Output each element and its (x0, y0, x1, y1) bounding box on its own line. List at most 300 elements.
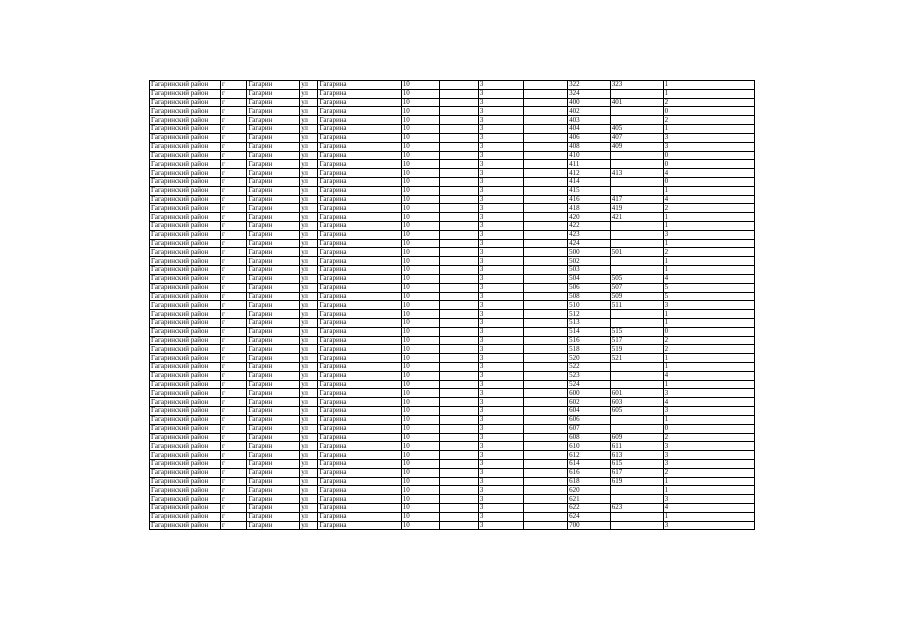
cell-apartment: 618 (568, 477, 611, 486)
cell-building (440, 107, 479, 116)
cell-apartment: 415 (568, 186, 611, 195)
cell-street: Гагарина (318, 292, 401, 301)
cell-apartment-2: 623 (610, 504, 663, 513)
cell-district: Гагаринский район (150, 424, 221, 433)
cell-street-type: ул (300, 116, 318, 125)
table-row (150, 415, 755, 424)
cell-count: 1 (663, 125, 754, 134)
cell-count: 2 (663, 204, 754, 213)
table-row (150, 301, 755, 310)
cell-count: 1 (663, 266, 754, 275)
cell-apartment: 504 (568, 274, 611, 283)
data-table (149, 80, 755, 530)
cell-street-type: ул (300, 354, 318, 363)
cell-locality: Гагарин (247, 345, 300, 354)
table-row (150, 486, 755, 495)
cell-extra (523, 195, 568, 204)
cell-entrance: 3 (478, 177, 523, 186)
cell-locality-type: г (221, 160, 247, 169)
cell-entrance: 3 (478, 142, 523, 151)
cell-count: 2 (663, 433, 754, 442)
cell-district: Гагаринский район (150, 98, 221, 107)
cell-district: Гагаринский район (150, 327, 221, 336)
cell-house: 10 (401, 89, 440, 98)
cell-apartment-2: 507 (610, 283, 663, 292)
table-row (150, 89, 755, 98)
table-row (150, 266, 755, 275)
cell-street: Гагарина (318, 125, 401, 134)
table-row (150, 345, 755, 354)
cell-apartment: 420 (568, 213, 611, 222)
cell-entrance: 3 (478, 318, 523, 327)
cell-count: 1 (663, 477, 754, 486)
cell-locality-type: г (221, 204, 247, 213)
cell-entrance: 3 (478, 186, 523, 195)
cell-locality-type: г (221, 107, 247, 116)
cell-house: 10 (401, 318, 440, 327)
cell-street-type: ул (300, 98, 318, 107)
cell-building (440, 248, 479, 257)
cell-building (440, 151, 479, 160)
cell-building (440, 363, 479, 372)
cell-apartment: 616 (568, 468, 611, 477)
cell-district: Гагаринский район (150, 89, 221, 98)
table-row (150, 451, 755, 460)
cell-apartment-2: 421 (610, 213, 663, 222)
table-row (150, 204, 755, 213)
cell-district: Гагаринский район (150, 222, 221, 231)
cell-building (440, 133, 479, 142)
cell-apartment-2: 511 (610, 301, 663, 310)
cell-district: Гагаринский район (150, 495, 221, 504)
cell-extra (523, 433, 568, 442)
cell-extra (523, 371, 568, 380)
cell-extra (523, 107, 568, 116)
cell-street: Гагарина (318, 504, 401, 513)
cell-entrance: 3 (478, 486, 523, 495)
cell-building (440, 310, 479, 319)
cell-locality: Гагарин (247, 459, 300, 468)
cell-street: Гагарина (318, 451, 401, 460)
cell-entrance: 3 (478, 477, 523, 486)
cell-extra (523, 248, 568, 257)
cell-locality-type: г (221, 477, 247, 486)
cell-apartment-2: 517 (610, 336, 663, 345)
cell-street-type: ул (300, 495, 318, 504)
cell-street-type: ул (300, 310, 318, 319)
cell-extra (523, 389, 568, 398)
cell-apartment: 322 (568, 81, 611, 90)
cell-entrance: 3 (478, 133, 523, 142)
cell-locality-type: г (221, 442, 247, 451)
cell-district: Гагаринский район (150, 186, 221, 195)
cell-street: Гагарина (318, 415, 401, 424)
cell-entrance: 3 (478, 521, 523, 530)
cell-count: 4 (663, 398, 754, 407)
cell-entrance: 3 (478, 407, 523, 416)
cell-entrance: 3 (478, 116, 523, 125)
cell-extra (523, 336, 568, 345)
cell-entrance: 3 (478, 230, 523, 239)
cell-apartment: 403 (568, 116, 611, 125)
cell-street-type: ул (300, 160, 318, 169)
cell-count: 2 (663, 248, 754, 257)
table-row (150, 98, 755, 107)
cell-locality-type: г (221, 310, 247, 319)
cell-entrance: 3 (478, 204, 523, 213)
cell-apartment-2: 505 (610, 274, 663, 283)
cell-extra (523, 310, 568, 319)
table-row (150, 398, 755, 407)
cell-locality: Гагарин (247, 415, 300, 424)
cell-locality-type: г (221, 133, 247, 142)
cell-house: 10 (401, 477, 440, 486)
cell-apartment: 406 (568, 133, 611, 142)
table-row (150, 433, 755, 442)
cell-count: 4 (663, 274, 754, 283)
cell-street: Гагарина (318, 283, 401, 292)
table-row (150, 380, 755, 389)
cell-district: Гагаринский район (150, 283, 221, 292)
cell-street: Гагарина (318, 160, 401, 169)
cell-count: 4 (663, 371, 754, 380)
cell-apartment-2: 605 (610, 407, 663, 416)
cell-house: 10 (401, 327, 440, 336)
cell-street-type: ул (300, 459, 318, 468)
cell-locality: Гагарин (247, 257, 300, 266)
cell-building (440, 407, 479, 416)
cell-street: Гагарина (318, 230, 401, 239)
cell-building (440, 345, 479, 354)
cell-locality-type: г (221, 415, 247, 424)
cell-house: 10 (401, 468, 440, 477)
cell-count: 5 (663, 283, 754, 292)
table-row (150, 283, 755, 292)
cell-locality-type: г (221, 345, 247, 354)
cell-locality-type: г (221, 468, 247, 477)
cell-locality-type: г (221, 301, 247, 310)
cell-street: Гагарина (318, 186, 401, 195)
cell-count: 1 (663, 363, 754, 372)
cell-locality-type: г (221, 433, 247, 442)
cell-house: 10 (401, 151, 440, 160)
cell-house: 10 (401, 292, 440, 301)
cell-locality: Гагарин (247, 477, 300, 486)
cell-entrance: 3 (478, 160, 523, 169)
cell-building (440, 389, 479, 398)
cell-apartment-2 (610, 512, 663, 521)
cell-locality: Гагарин (247, 398, 300, 407)
cell-locality-type: г (221, 248, 247, 257)
cell-extra (523, 283, 568, 292)
cell-apartment: 607 (568, 424, 611, 433)
cell-district: Гагаринский район (150, 477, 221, 486)
spreadsheet-page (149, 80, 755, 530)
cell-apartment: 622 (568, 504, 611, 513)
table-row (150, 442, 755, 451)
cell-locality-type: г (221, 318, 247, 327)
cell-count: 1 (663, 354, 754, 363)
cell-locality-type: г (221, 389, 247, 398)
cell-building (440, 98, 479, 107)
cell-locality: Гагарин (247, 160, 300, 169)
cell-entrance: 3 (478, 89, 523, 98)
cell-entrance: 3 (478, 195, 523, 204)
cell-locality: Гагарин (247, 125, 300, 134)
cell-house: 10 (401, 380, 440, 389)
cell-extra (523, 292, 568, 301)
cell-house: 10 (401, 274, 440, 283)
cell-apartment: 612 (568, 451, 611, 460)
cell-count: 1 (663, 213, 754, 222)
cell-locality: Гагарин (247, 468, 300, 477)
cell-apartment: 510 (568, 301, 611, 310)
cell-building (440, 195, 479, 204)
cell-street: Гагарина (318, 327, 401, 336)
cell-locality: Гагарин (247, 495, 300, 504)
cell-locality-type: г (221, 283, 247, 292)
cell-extra (523, 186, 568, 195)
cell-apartment: 412 (568, 169, 611, 178)
cell-entrance: 3 (478, 504, 523, 513)
cell-house: 10 (401, 486, 440, 495)
cell-building (440, 495, 479, 504)
cell-entrance: 3 (478, 222, 523, 231)
cell-entrance: 3 (478, 283, 523, 292)
cell-house: 10 (401, 266, 440, 275)
cell-apartment: 502 (568, 257, 611, 266)
cell-house: 10 (401, 389, 440, 398)
table-row (150, 363, 755, 372)
cell-locality: Гагарин (247, 133, 300, 142)
cell-building (440, 257, 479, 266)
cell-street-type: ул (300, 274, 318, 283)
cell-apartment-2: 521 (610, 354, 663, 363)
cell-building (440, 380, 479, 389)
cell-extra (523, 125, 568, 134)
cell-entrance: 3 (478, 424, 523, 433)
cell-extra (523, 230, 568, 239)
cell-street: Гагарина (318, 116, 401, 125)
cell-street-type: ул (300, 239, 318, 248)
cell-street-type: ул (300, 257, 318, 266)
cell-count: 3 (663, 230, 754, 239)
cell-apartment: 422 (568, 222, 611, 231)
cell-house: 10 (401, 433, 440, 442)
cell-apartment-2: 419 (610, 204, 663, 213)
cell-entrance: 3 (478, 442, 523, 451)
cell-locality: Гагарин (247, 318, 300, 327)
cell-count: 2 (663, 336, 754, 345)
cell-street-type: ул (300, 468, 318, 477)
cell-house: 10 (401, 504, 440, 513)
cell-extra (523, 116, 568, 125)
cell-district: Гагаринский район (150, 521, 221, 530)
cell-apartment: 514 (568, 327, 611, 336)
cell-extra (523, 98, 568, 107)
cell-street-type: ул (300, 451, 318, 460)
cell-apartment: 606 (568, 415, 611, 424)
table-body (150, 81, 755, 530)
cell-locality-type: г (221, 495, 247, 504)
table-row (150, 160, 755, 169)
cell-locality-type: г (221, 424, 247, 433)
cell-count: 1 (663, 186, 754, 195)
cell-locality-type: г (221, 407, 247, 416)
cell-house: 10 (401, 495, 440, 504)
cell-apartment-2 (610, 266, 663, 275)
cell-entrance: 3 (478, 371, 523, 380)
cell-house: 10 (401, 310, 440, 319)
cell-street: Гагарина (318, 310, 401, 319)
cell-extra (523, 222, 568, 231)
cell-street-type: ул (300, 371, 318, 380)
cell-street-type: ул (300, 363, 318, 372)
cell-locality-type: г (221, 451, 247, 460)
cell-count: 0 (663, 160, 754, 169)
cell-locality: Гагарин (247, 327, 300, 336)
cell-locality: Гагарин (247, 116, 300, 125)
cell-house: 10 (401, 363, 440, 372)
cell-extra (523, 380, 568, 389)
cell-building (440, 213, 479, 222)
cell-building (440, 142, 479, 151)
cell-locality-type: г (221, 274, 247, 283)
cell-building (440, 169, 479, 178)
cell-locality: Гагарин (247, 107, 300, 116)
cell-extra (523, 133, 568, 142)
cell-extra (523, 327, 568, 336)
cell-entrance: 3 (478, 274, 523, 283)
cell-street: Гагарина (318, 301, 401, 310)
cell-extra (523, 151, 568, 160)
cell-locality: Гагарин (247, 371, 300, 380)
cell-building (440, 398, 479, 407)
table-row (150, 354, 755, 363)
cell-locality-type: г (221, 186, 247, 195)
cell-count: 3 (663, 495, 754, 504)
cell-count: 2 (663, 468, 754, 477)
cell-locality: Гагарин (247, 424, 300, 433)
cell-count: 3 (663, 521, 754, 530)
cell-count: 1 (663, 486, 754, 495)
cell-district: Гагаринский район (150, 160, 221, 169)
cell-apartment-2: 613 (610, 451, 663, 460)
cell-apartment: 402 (568, 107, 611, 116)
cell-count: 1 (663, 89, 754, 98)
cell-building (440, 222, 479, 231)
table-row (150, 477, 755, 486)
cell-entrance: 3 (478, 125, 523, 134)
cell-locality-type: г (221, 222, 247, 231)
cell-count: 3 (663, 389, 754, 398)
cell-locality: Гагарин (247, 283, 300, 292)
cell-district: Гагаринский район (150, 204, 221, 213)
cell-extra (523, 512, 568, 521)
cell-apartment-2 (610, 380, 663, 389)
cell-count: 2 (663, 116, 754, 125)
cell-building (440, 160, 479, 169)
cell-count: 3 (663, 407, 754, 416)
table-row (150, 151, 755, 160)
cell-extra (523, 407, 568, 416)
table-row (150, 213, 755, 222)
cell-street: Гагарина (318, 274, 401, 283)
cell-building (440, 266, 479, 275)
cell-count: 5 (663, 292, 754, 301)
cell-apartment: 523 (568, 371, 611, 380)
cell-street-type: ул (300, 415, 318, 424)
cell-district: Гагаринский район (150, 257, 221, 266)
cell-street-type: ул (300, 169, 318, 178)
cell-apartment-2: 519 (610, 345, 663, 354)
table-row (150, 257, 755, 266)
cell-house: 10 (401, 142, 440, 151)
cell-apartment: 610 (568, 442, 611, 451)
cell-apartment-2 (610, 363, 663, 372)
cell-entrance: 3 (478, 151, 523, 160)
cell-apartment: 400 (568, 98, 611, 107)
cell-apartment-2: 609 (610, 433, 663, 442)
cell-apartment-2: 617 (610, 468, 663, 477)
cell-building (440, 274, 479, 283)
cell-house: 10 (401, 512, 440, 521)
cell-district: Гагаринский район (150, 433, 221, 442)
cell-locality: Гагарин (247, 521, 300, 530)
cell-entrance: 3 (478, 380, 523, 389)
cell-building (440, 89, 479, 98)
cell-count: 1 (663, 310, 754, 319)
cell-street: Гагарина (318, 266, 401, 275)
cell-apartment: 408 (568, 142, 611, 151)
cell-street-type: ул (300, 125, 318, 134)
cell-apartment: 516 (568, 336, 611, 345)
cell-street-type: ул (300, 424, 318, 433)
cell-district: Гагаринский район (150, 486, 221, 495)
cell-street-type: ул (300, 195, 318, 204)
cell-locality-type: г (221, 354, 247, 363)
cell-house: 10 (401, 107, 440, 116)
cell-house: 10 (401, 521, 440, 530)
cell-street-type: ул (300, 345, 318, 354)
cell-locality-type: г (221, 521, 247, 530)
cell-building (440, 125, 479, 134)
cell-count: 1 (663, 512, 754, 521)
cell-district: Гагаринский район (150, 451, 221, 460)
cell-locality-type: г (221, 266, 247, 275)
cell-street: Гагарина (318, 424, 401, 433)
cell-street: Гагарина (318, 336, 401, 345)
cell-count: 3 (663, 451, 754, 460)
cell-district: Гагаринский район (150, 274, 221, 283)
table-row (150, 81, 755, 90)
cell-street-type: ул (300, 521, 318, 530)
cell-entrance: 3 (478, 98, 523, 107)
cell-apartment: 411 (568, 160, 611, 169)
cell-count: 2 (663, 345, 754, 354)
cell-count: 1 (663, 222, 754, 231)
cell-apartment-2 (610, 486, 663, 495)
cell-district: Гагаринский район (150, 459, 221, 468)
cell-house: 10 (401, 133, 440, 142)
cell-extra (523, 486, 568, 495)
cell-apartment-2: 501 (610, 248, 663, 257)
cell-entrance: 3 (478, 389, 523, 398)
cell-apartment: 508 (568, 292, 611, 301)
cell-apartment-2 (610, 424, 663, 433)
cell-street: Гагарина (318, 318, 401, 327)
cell-count: 4 (663, 169, 754, 178)
